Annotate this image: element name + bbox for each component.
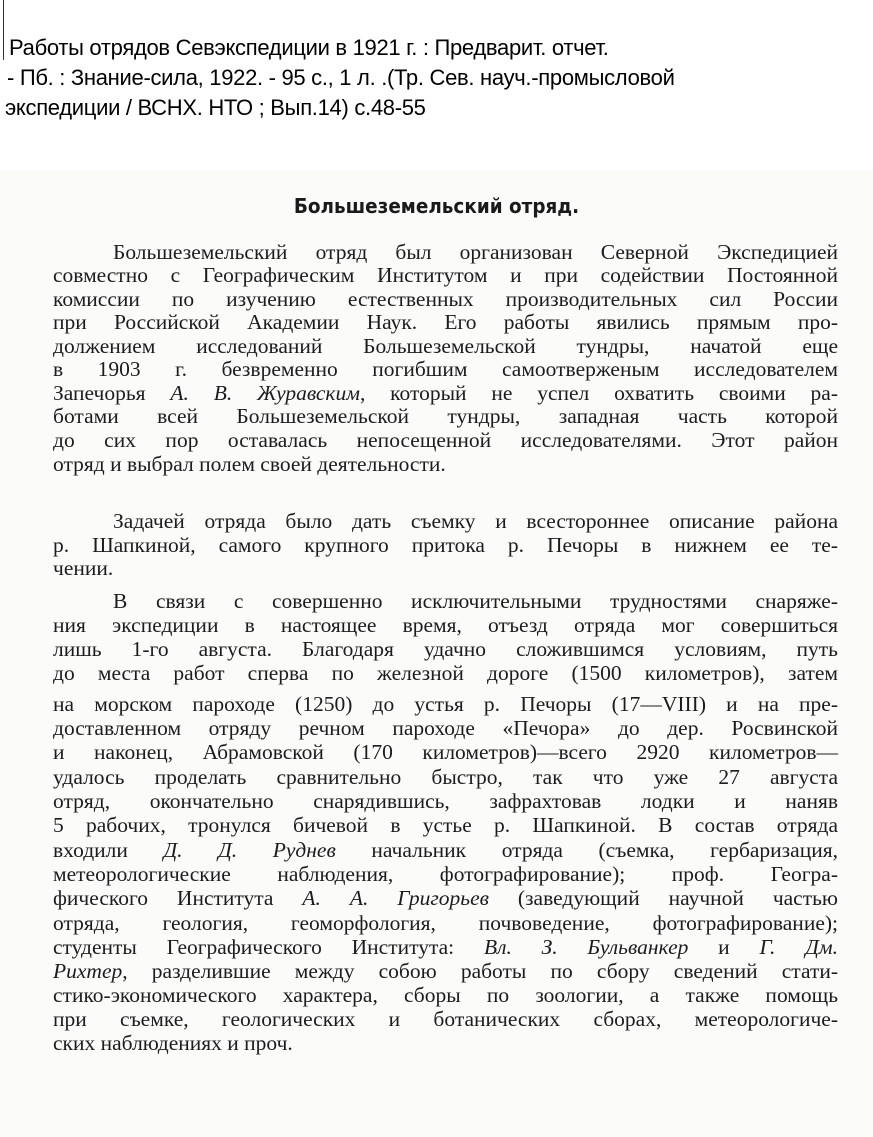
person-name: А. А. Григорьев — [302, 886, 489, 910]
person-name: Вл. З. Бульванкер — [483, 935, 689, 959]
text-line — [53, 716, 838, 740]
text-line — [53, 838, 838, 862]
person-name: Г. Дм. — [759, 935, 838, 959]
text-segment: доставленном отряду речном пароходе «Печора» до дер. Росвинской — [53, 716, 838, 740]
text-segment: студенты Географического Института: — [53, 935, 484, 959]
text-segment: стико-экономического характера, сборы по зоологии, а также помощь — [53, 983, 838, 1007]
text-segment: комиссии по изучению естественных производительных сил России — [53, 287, 838, 311]
text-line — [53, 1007, 838, 1031]
text-segment: входили — [53, 838, 164, 862]
text-segment: метеорологические наблюдения, фотографирование); проф. Геогра- — [53, 862, 838, 886]
text-line — [53, 692, 838, 716]
text-line — [53, 983, 838, 1007]
text-line — [53, 428, 838, 452]
text-segment: чении. — [53, 556, 114, 580]
text-line — [53, 357, 838, 381]
text-line — [53, 637, 838, 661]
text-line — [53, 381, 838, 405]
text-line — [53, 263, 838, 287]
text-segment: , который не успел охватить своими ра- — [359, 381, 838, 405]
text-line — [53, 959, 838, 983]
text-line — [53, 613, 838, 637]
text-segment: при Российской Академии Наук. Его работы явились прямым про- — [53, 310, 838, 334]
text-segment: отряда, геология, геоморфология, почвоведение, фотографирование); — [53, 911, 838, 935]
text-line — [53, 813, 838, 837]
text-segment: Большеземельский отряд был организован Северной Экспедицией — [113, 240, 838, 264]
text-segment: ния экспедиции в настоящее время, отъезд отряда мог совершиться — [53, 613, 838, 637]
text-line — [53, 287, 838, 311]
text-segment: отряд и выбрал полем своей деятельности. — [53, 452, 446, 476]
text-segment: р. Шапкиной, самого крупного притока р. Печоры в нижнем ее те- — [53, 533, 838, 557]
text-segment: в 1903 г. безвременно погибшим самоотверженым исследователем — [53, 357, 838, 381]
text-line — [53, 404, 838, 428]
text-line — [53, 789, 838, 813]
text-segment: Задачей отряда было дать съемку и всестороннее описание района — [113, 509, 838, 533]
text-line — [53, 556, 838, 580]
text-segment: лишь 1-го августа. Благодаря удачно сложившимся условиям, путь — [53, 637, 838, 661]
text-segment: удалось проделать сравнительно быстро, так что уже 27 августа — [53, 765, 838, 789]
text-line — [53, 533, 838, 557]
text-segment: должением исследований Большеземельской тундры, начатой еще — [53, 334, 838, 358]
text-line — [53, 310, 838, 334]
text-line — [53, 740, 838, 764]
text-line — [113, 240, 838, 264]
text-line — [53, 886, 838, 910]
person-name: А. В. Журавским — [170, 381, 360, 405]
person-name: Рихтер — [53, 959, 123, 983]
text-line — [53, 862, 838, 886]
text-segment: начальник отряда (съемка, гербаризация, — [335, 838, 838, 862]
text-segment: при съемке, геологических и ботанических сборах, метеорологиче- — [53, 1007, 838, 1031]
text-segment: Запечорья — [53, 381, 171, 405]
text-line — [53, 1031, 838, 1055]
text-segment: В связи с совершенно исключительными трудностями снаряже- — [113, 589, 838, 613]
section-heading: Большеземельский отряд. — [293, 194, 580, 218]
text-segment: , разделившие между собою работы по сбору сведений стати- — [122, 959, 838, 983]
text-segment: и — [688, 935, 760, 959]
text-segment: отряд, окончательно снарядившись, зафрахтовав лодки и наняв — [53, 789, 838, 813]
person-name: Д. Д. Руднев — [163, 838, 336, 862]
citation-line: экспедиции / ВСНХ. НТО ; Вып.14) с.48-55 — [5, 95, 426, 120]
scan-edge-mark — [3, 0, 4, 60]
text-line — [53, 935, 838, 959]
text-segment: ских наблюдениях и проч. — [53, 1031, 293, 1055]
text-segment: ботами всей Большеземельской тундры, западная часть которой — [53, 404, 838, 428]
text-line — [53, 334, 838, 358]
citation-line: Работы отрядов Севэкспедиции в 1921 г. : Предварит. отчет. — [9, 35, 609, 60]
text-line — [53, 452, 838, 476]
citation-line: - Пб. : Знание-сила, 1922. - 95 с., 1 л. .(Тр. Сев. науч.-промысловой — [7, 65, 675, 90]
text-segment: совместно с Географическим Институтом и при содействии Постоянной — [53, 263, 838, 287]
text-line — [53, 661, 838, 685]
text-segment: (заведующий научной частью — [488, 886, 838, 910]
text-line — [53, 911, 838, 935]
text-segment: до места работ сперва по железной дороге (1500 километров), затем — [53, 661, 838, 685]
text-segment: и наконец, Абрамовской (170 километров)—всего 2920 километров— — [53, 740, 838, 764]
text-segment: до сих пор оставалась непосещенной исследователями. Этот район — [53, 428, 838, 452]
text-line — [113, 589, 838, 613]
text-segment: на морском пароходе (1250) до устья р. Печоры (17—VIII) и на пре- — [53, 692, 838, 716]
text-segment: фического Института — [53, 886, 303, 910]
text-line — [53, 765, 838, 789]
text-line — [113, 509, 838, 533]
text-segment: 5 рабочих, тронулся бичевой в устье р. Шапкиной. В состав отряда — [53, 813, 838, 837]
